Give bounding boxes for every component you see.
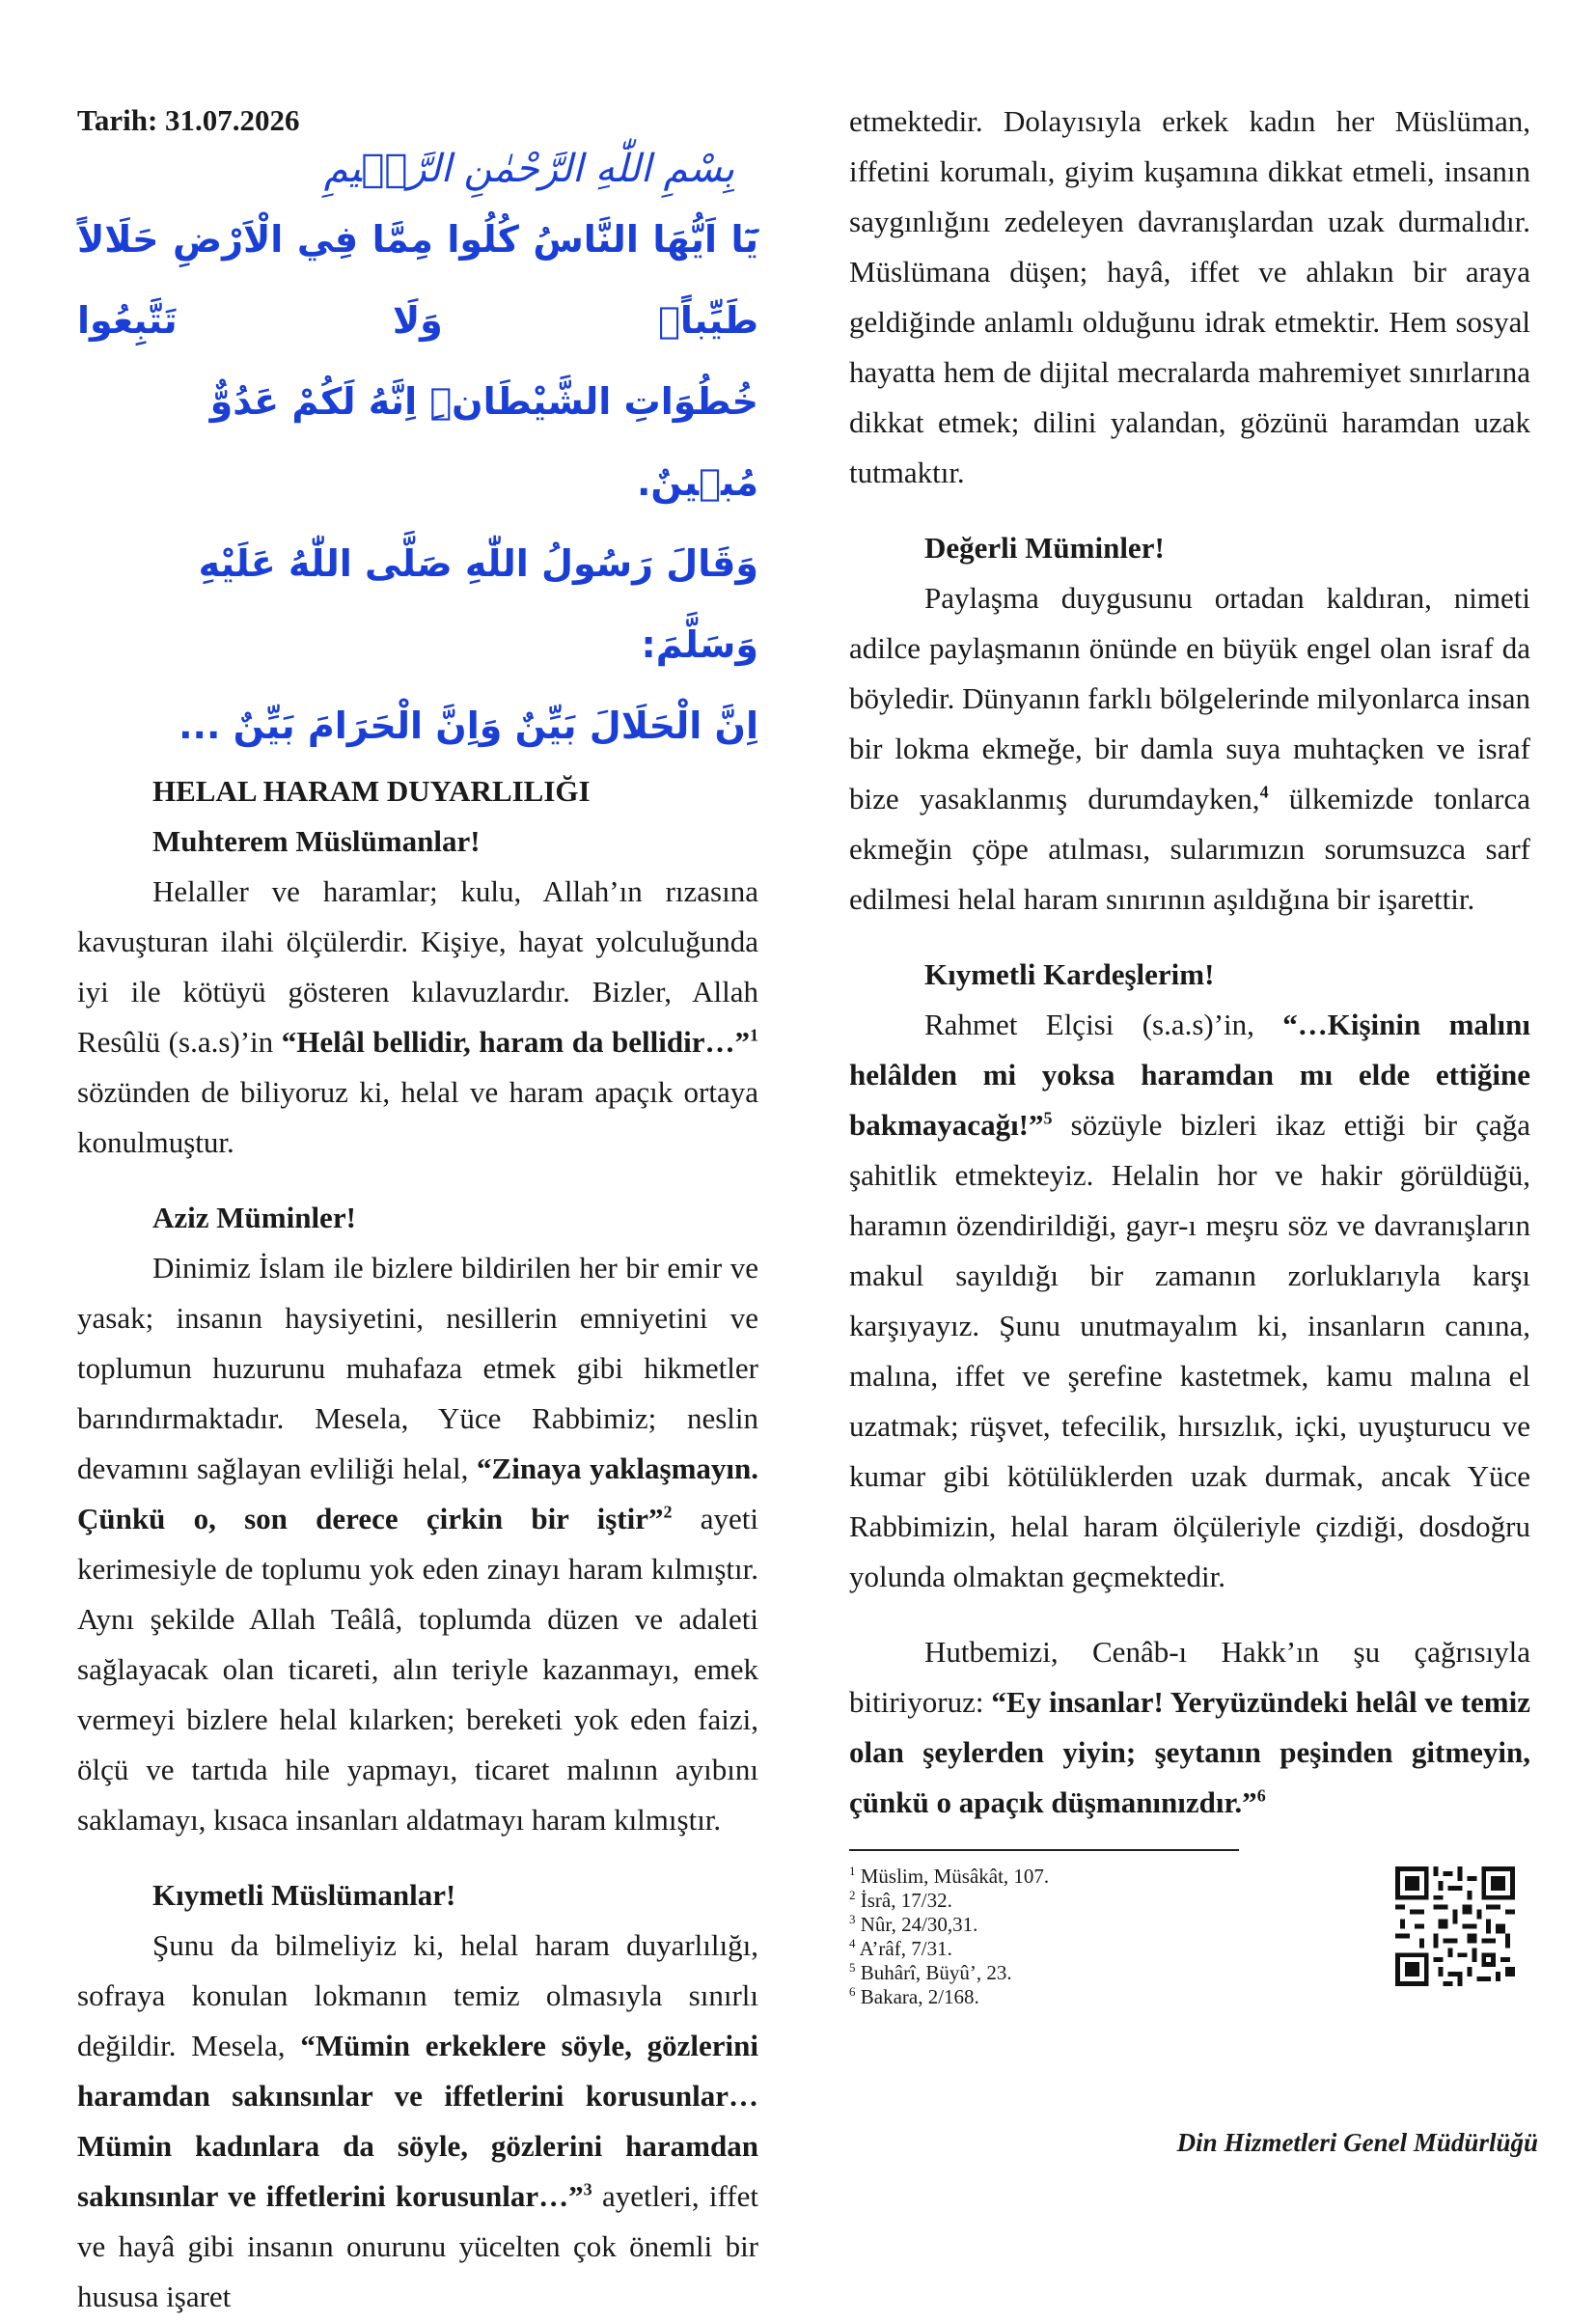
arabic-hadith-line: اِنَّ الْحَلَالَ بَيِّنٌ وَاِنَّ الْحَرَامَ بَيِّنٌ ... — [179, 705, 758, 747]
quote-verse-isra: “Zinaya yaklaşmayın. Çünkü o, son derece çirkin bir iştir” — [77, 1451, 759, 1535]
quote-hadith: “Helâl bellidir, haram da bellidir…” — [281, 1025, 750, 1059]
footnote-item: $^5$ Buhârî, Büyû’, 23. — [849, 1960, 1012, 1984]
footnote-item: $^1$ Müslim, Müsâkât, 107. — [849, 1864, 1050, 1888]
right-column — [849, 97, 1530, 2009]
footnote-item: $^2$ İsrâ, 17/32. — [849, 1888, 952, 1912]
footnote-ref-6: 6 — [1256, 1785, 1266, 1806]
footnote-item: $^6$ Bakara, 2/168. — [849, 1984, 979, 2008]
paragraph-2: Dinimiz İslam ile bizlere bildirilen her bir emir ve yasak; insanın haysiyetini, nesillerin emniyetini ve toplumun huzurunu muhafaza etmek gibi hikmetler barındırmaktadır. Mesela, Yüce Rabbimiz; neslin devamını sağlayan evliliği helal, “Zinaya yaklaşmayın. Çünkü o, son derece çirkin bir iştir”$^2$ ayeti kerimesiyle de toplumu yok eden zinayı haram kılmıştır. Aynı şekilde Allah Teâlâ, toplumda düzen ve adaleti sağlayacak olan ticareti, alın teriyle kazanmayı, emek vermeyi bizlere helal kılarken; bereketi yok eden faizi, ölçü ve tartıda hile yapmayı, ticaret malının ayıbını saklamayı, kısaca insanları aldatmayı haram kılmıştır. — [77, 1251, 759, 1837]
arabic-verse-line-2: خُطُوَاتِ الشَّيْطَانِۜ اِنَّهُ لَكُمْ عَدُوٌّ مُب۪ينٌ. — [209, 380, 758, 504]
footnote-ref-3: 3 — [583, 2179, 592, 2199]
qr-code-icon[interactable] — [1395, 1866, 1515, 1986]
heading-kiymetli-muslumanlar: Kıymetli Müslümanlar! — [152, 1878, 456, 1912]
footnote-ref-1: 1 — [750, 1025, 758, 1045]
signature: Din Hizmetleri Genel Müdürlüğü — [1176, 2128, 1538, 2157]
heading-degerli: Değerli Müminler! — [924, 531, 1165, 565]
quote-verse-bakara: “Ey insanlar! Yeryüzündeki helâl ve temiz olan şeylerden yiyin; şeytanın peşinden gitmeyin, çünkü o apaçık düşmanınızdır.” — [849, 1685, 1530, 1819]
date-line: Tarih: 31.07.2026 — [77, 103, 300, 137]
footnote-item: $^4$ A’râf, 7/31. — [849, 1936, 952, 1960]
footnote-ref-5: 5 — [1043, 1108, 1053, 1128]
footnotes — [849, 1865, 1530, 2009]
paragraph-3: Şunu da bilmeliyiz ki, helal haram duyarlılığı, sofraya konulan lokmanın temiz olmasıyla sınırlı değildir. Mesela, “Mümin erkeklere söyle, gözlerini haramdan sakınsınlar ve iffetlerini korusunlar… Mümin kadınlara da söyle, gözlerini haramdan sakınsınlar ve iffetlerini korusunlar…”$^3$ ayetleri, iffet ve hayâ gibi insanın onurunu yücelten çok önemli bir hususa işaret — [77, 1928, 758, 2313]
footnote-divider — [849, 1849, 1239, 1851]
paragraph-3-continued: etmektedir. Dolayısıyla erkek kadın her Müslüman, iffetini korumalı, giyim kuşamına dikkat etmeli, insanın saygınlığını zedeleyen davranışlardan uzak durmalıdır. Müslümana düşen; hayâ, iffet ve ahlakın bir araya geldiğinde anlamlı olduğunu idrak etmektir. Hem sosyal hayatta hem de dijital mecralarda mahremiyet sınırlarına dikkat etmek; dilini yalandan, gözünü haramdan uzak tutmaktır. — [849, 104, 1530, 489]
sermon-title: HELAL HARAM DUYARLILIĞI — [152, 774, 591, 808]
footnote-ref-4: 4 — [1259, 782, 1269, 802]
quote-verse-nur: “Mümin erkeklere söyle, gözlerini haramdan sakınsınlar ve iffetlerini korusunlar… Mümin kadınlara da söyle, gözlerini haramdan sakınsınlar ve iffetlerini korusunlar…” — [77, 2029, 758, 2213]
heading-muhterem: Muhterem Müslümanlar! — [152, 824, 481, 858]
arabic-hadith-intro: وَقَالَ رَسُولُ اللّٰهِ صَلَّى اللّٰهُ عَلَيْهِ وَسَلَّمَ: — [198, 542, 758, 666]
quote-hadith-bukhari: “…Kişinin malını helâlden mi yoksa haramdan mı elde ettiğine bakmayacağı!” — [849, 1008, 1530, 1142]
basmala-calligraphy: بِسْمِ اللّٰهِ الرَّحْمٰنِ الرَّح۪يمِ — [323, 147, 734, 191]
left-column — [77, 97, 758, 2322]
paragraph-5: Rahmet Elçisi (s.a.s)’in, “…Kişinin malını helâlden mi yoksa haramdan mı elde ettiğine bakmayacağı!”$^5$ sözüyle bizleri ikaz ettiği bir çağa şahitlik etmekteyiz. Helalin hor ve hakir görüldüğü, haramın özendirildiği, gayr-ı meşru söz ve davranışların makul sayıldığı bir zamanın zorluklarıyla karşı karşıyayız. Şunu unutmayalım ki, insanların canına, malına, iffet ve şerefine kastetmek, kamu malına el uzatmak; rüşvet, tefecilik, hırsızlık, içki, uyuşturucu ve kumar gibi kötülüklerden uzak durmak, ancak Yüce Rabbimizin, helal haram ölçüleriyle çizdiği, dosdoğru yolunda olmaktan geçmektedir. — [849, 1008, 1530, 1593]
paragraph-4: Paylaşma duygusunu ortadan kaldıran, nimeti adilce paylaşmanın önünde en büyük engel olan israf da böyledir. Dünyanın farklı bölgelerinde milyonlarca insan bir lokma ekmeğe, bir damla suya muhtaçken ve israf bize yasaklanmış durumdayken,$^4$ ülkemizde tonlarca ekmeğin çöpe atılması, sularımızın sorumsuzca sarf edilmesi helal haram sınırının aşıldığına bir işarettir. — [849, 581, 1530, 916]
paragraph-1: Helaller ve haramlar; kulu, Allah’ın rızasına kavuşturan ilahi ölçülerdir. Kişiye, hayat yolculuğunda iyi ile kötüyü gösteren kılavuzlardır. Bizler, Allah Resûlü (s.a.s)’in “Helâl bellidir, haram da bellidir…”$^1$ sözünden de biliyoruz ki, helal ve haram apaçık ortaya konulmuştur. — [77, 874, 758, 1159]
heading-aziz: Aziz Müminler! — [152, 1201, 356, 1234]
footnote-item: $^3$ Nûr, 24/30,31. — [849, 1912, 978, 1936]
paragraph-6: Hutbemizi, Cenâb-ı Hakk’ın şu çağrısıyla bitiriyoruz: “Ey insanlar! Yeryüzündeki helâl ve temiz olan şeylerden yiyin; şeytanın peşinden gitmeyin, çünkü o apaçık düşmanınızdır.”$^6$ — [849, 1635, 1530, 1819]
heading-kiymetli-kardeslerim: Kıymetli Kardeşlerim! — [924, 957, 1215, 991]
footnote-ref-2: 2 — [663, 1502, 673, 1522]
arabic-verse-line-1: يَٓا اَيُّهَا النَّاسُ كُلُوا مِمَّا فِي الْاَرْضِ حَلَالاً طَيِّباًۘ وَلَا تَتَّبِعُوا — [77, 218, 758, 342]
